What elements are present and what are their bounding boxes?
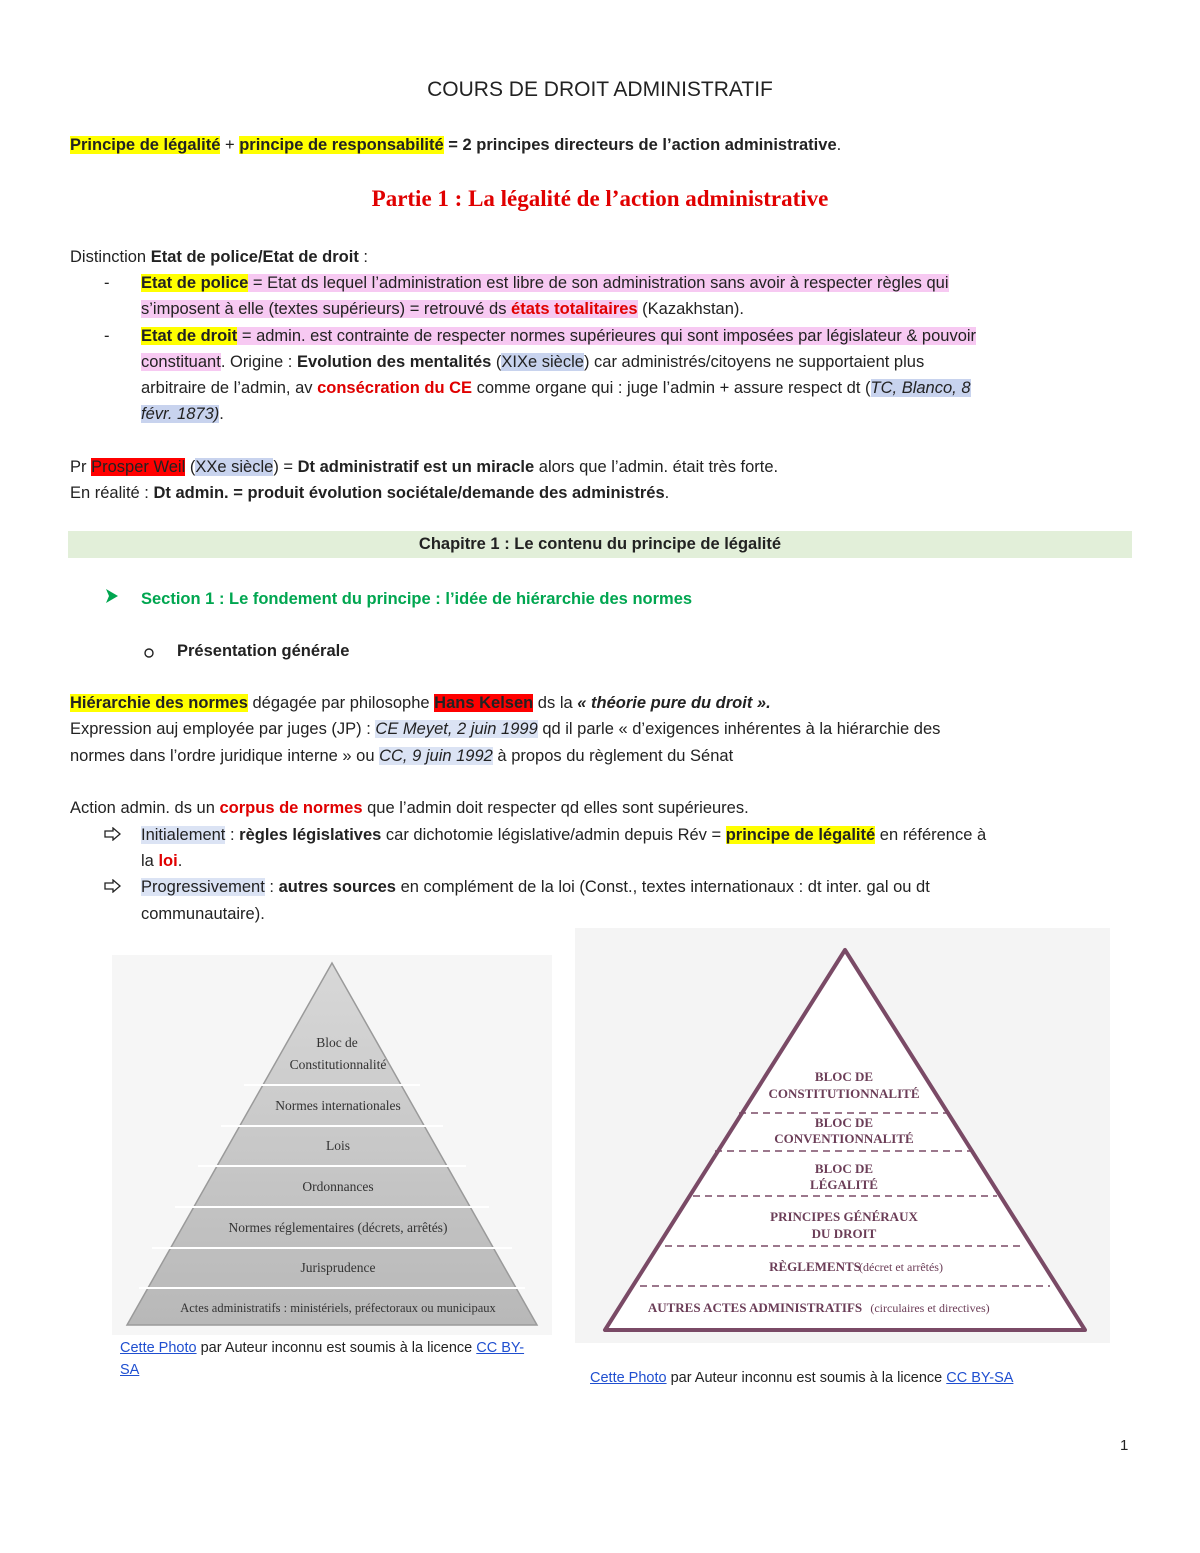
circle-bullet-icon bbox=[143, 646, 155, 664]
pyr2-level: (décret et arrêtés) bbox=[859, 1260, 943, 1274]
pyr1-level: Normes réglementaires (décrets, arrêtés) bbox=[228, 1220, 448, 1235]
principe-responsabilite: principe de responsabilité bbox=[239, 136, 444, 154]
license-link-cont[interactable]: SA bbox=[120, 1362, 140, 1378]
police-dash: - bbox=[104, 274, 110, 292]
pyr2-level: BLOC DE bbox=[814, 1115, 874, 1130]
photo-credit-right: Cette Photo par Auteur inconnu est soumis à la licence CC BY-SA bbox=[590, 1370, 1014, 1386]
photo-link[interactable]: Cette Photo bbox=[120, 1340, 197, 1356]
hans-kelsen: Hans Kelsen bbox=[434, 694, 534, 712]
kelsen-line: Hiérarchie des normes dégagée par philosophe Hans Kelsen ds la « théorie pure du droit ». bbox=[70, 694, 771, 712]
pyramid-left-image bbox=[112, 955, 552, 1335]
pyr2-level: (circulaires et directives) bbox=[870, 1301, 990, 1315]
pyr1-level: Actes administratifs : ministériels, préfectoraux ou municipaux bbox=[180, 1301, 496, 1315]
photo-link[interactable]: Cette Photo bbox=[590, 1370, 667, 1386]
hollow-arrow-icon bbox=[104, 827, 122, 846]
pyr2-level: CONSTITUTIONNALITÉ bbox=[768, 1086, 920, 1101]
pyr2-level: LÉGALITÉ bbox=[810, 1177, 878, 1192]
action-line: Action admin. ds un corpus de normes que l’admin doit respecter qd elles sont supérieures. bbox=[70, 799, 749, 817]
progressivement-line-1: Progressivement : autres sources en complément de la loi (Const., textes internationaux : dt inter. gal ou dt bbox=[141, 878, 930, 896]
weil-line: Pr Prosper Weil (XXe siècle) = Dt administratif est un miracle alors que l’admin. était très forte. bbox=[70, 458, 779, 476]
pyr2-level: PRINCIPES GÉNÉRAUX bbox=[770, 1209, 918, 1224]
pyr2-level: AUTRES ACTES ADMINISTRATIFS bbox=[647, 1300, 863, 1315]
partie-heading: Partie 1 : La légalité de l’action administrative bbox=[371, 186, 829, 211]
pyr2-level: DU DROIT bbox=[811, 1226, 877, 1241]
prosper-weil: Prosper Weil bbox=[91, 458, 186, 476]
principe-legalite: Principe de légalité bbox=[70, 136, 221, 154]
license-link[interactable]: CC BY- bbox=[476, 1340, 525, 1356]
distinction-line: Distinction Etat de police/Etat de droit : bbox=[70, 248, 368, 266]
progressivement-line-2: communautaire). bbox=[141, 905, 265, 923]
license-link[interactable]: CC BY-SA bbox=[946, 1370, 1014, 1386]
initialement-line-2: la loi. bbox=[141, 852, 183, 870]
section-heading: Section 1 : Le fondement du principe : l’idée de hiérarchie des normes bbox=[141, 590, 693, 608]
police-line-1: Etat de police = Etat ds lequel l’administration est libre de son administration sans avoir à respecter règles qui bbox=[141, 274, 949, 292]
police-line-2: s’imposent à elle (textes supérieurs) = retrouvé ds états totalitaires (Kazakhstan). bbox=[141, 300, 744, 318]
pyr1-level: Ordonnances bbox=[302, 1179, 374, 1194]
arrow-bullet-icon bbox=[104, 587, 120, 610]
police-term: Etat de police bbox=[141, 274, 249, 292]
photo-credit-left: Cette Photo par Auteur inconnu est soumis à la licence CC BY- SA bbox=[120, 1340, 525, 1378]
pyr1-level: Normes internationales bbox=[275, 1098, 401, 1113]
droit-dash: - bbox=[104, 327, 110, 345]
droit-line-4: févr. 1873). bbox=[141, 405, 224, 423]
pyr2-level: CONVENTIONNALITÉ bbox=[774, 1131, 914, 1146]
page-number: 1 bbox=[1120, 1437, 1129, 1454]
droit-term: Etat de droit bbox=[141, 327, 238, 345]
pyr2-level: RÈGLEMENTS bbox=[769, 1259, 861, 1274]
droit-line-1: Etat de droit = admin. est contrainte de respecter normes supérieures qui sont imposées par législateur & pouvoir bbox=[141, 327, 977, 345]
chapter-heading: Chapitre 1 : Le contenu du principe de légalité bbox=[68, 531, 1132, 558]
pyr1-level: Bloc de bbox=[316, 1035, 358, 1050]
pyr1-level: Jurisprudence bbox=[300, 1260, 376, 1275]
realite-line: En réalité : Dt admin. = produit évolution sociétale/demande des administrés. bbox=[70, 484, 670, 502]
document-title: COURS DE DROIT ADMINISTRATIF bbox=[427, 78, 773, 101]
initialement-line-1: Initialement : règles législatives car dichotomie législative/admin depuis Rév = principe de légalité en référence à bbox=[141, 826, 987, 844]
droit-line-2: constituant. Origine : Evolution des mentalités (XIXe siècle) car administrés/citoyens ne supportaient plus bbox=[141, 353, 925, 371]
expression-line-1: Expression auj employée par juges (JP) : CE Meyet, 2 juin 1999 qd il parle « d’exigences inhérentes à la hiérarchie des bbox=[70, 720, 941, 738]
pyr1-level: Lois bbox=[325, 1138, 351, 1153]
pyr2-level: BLOC DE bbox=[814, 1161, 874, 1176]
pyr1-level: Constitutionnalité bbox=[289, 1057, 387, 1072]
expression-line-2: normes dans l’ordre juridique interne » ou CC, 9 juin 1992 à propos du règlement du Sénat bbox=[70, 747, 734, 765]
droit-line-3: arbitraire de l’admin, av consécration du CE comme organe qui : juge l’admin + assure respect dt (TC, Blanco, 8 bbox=[141, 379, 971, 397]
intro-line: Principe de légalité + principe de responsabilité = 2 principes directeurs de l’action administrative. bbox=[70, 136, 842, 154]
presentation-heading: Présentation générale bbox=[177, 642, 350, 660]
hollow-arrow-icon bbox=[104, 879, 122, 898]
pyramid-right-image bbox=[575, 928, 1110, 1343]
pyr2-level: BLOC DE bbox=[814, 1069, 874, 1084]
